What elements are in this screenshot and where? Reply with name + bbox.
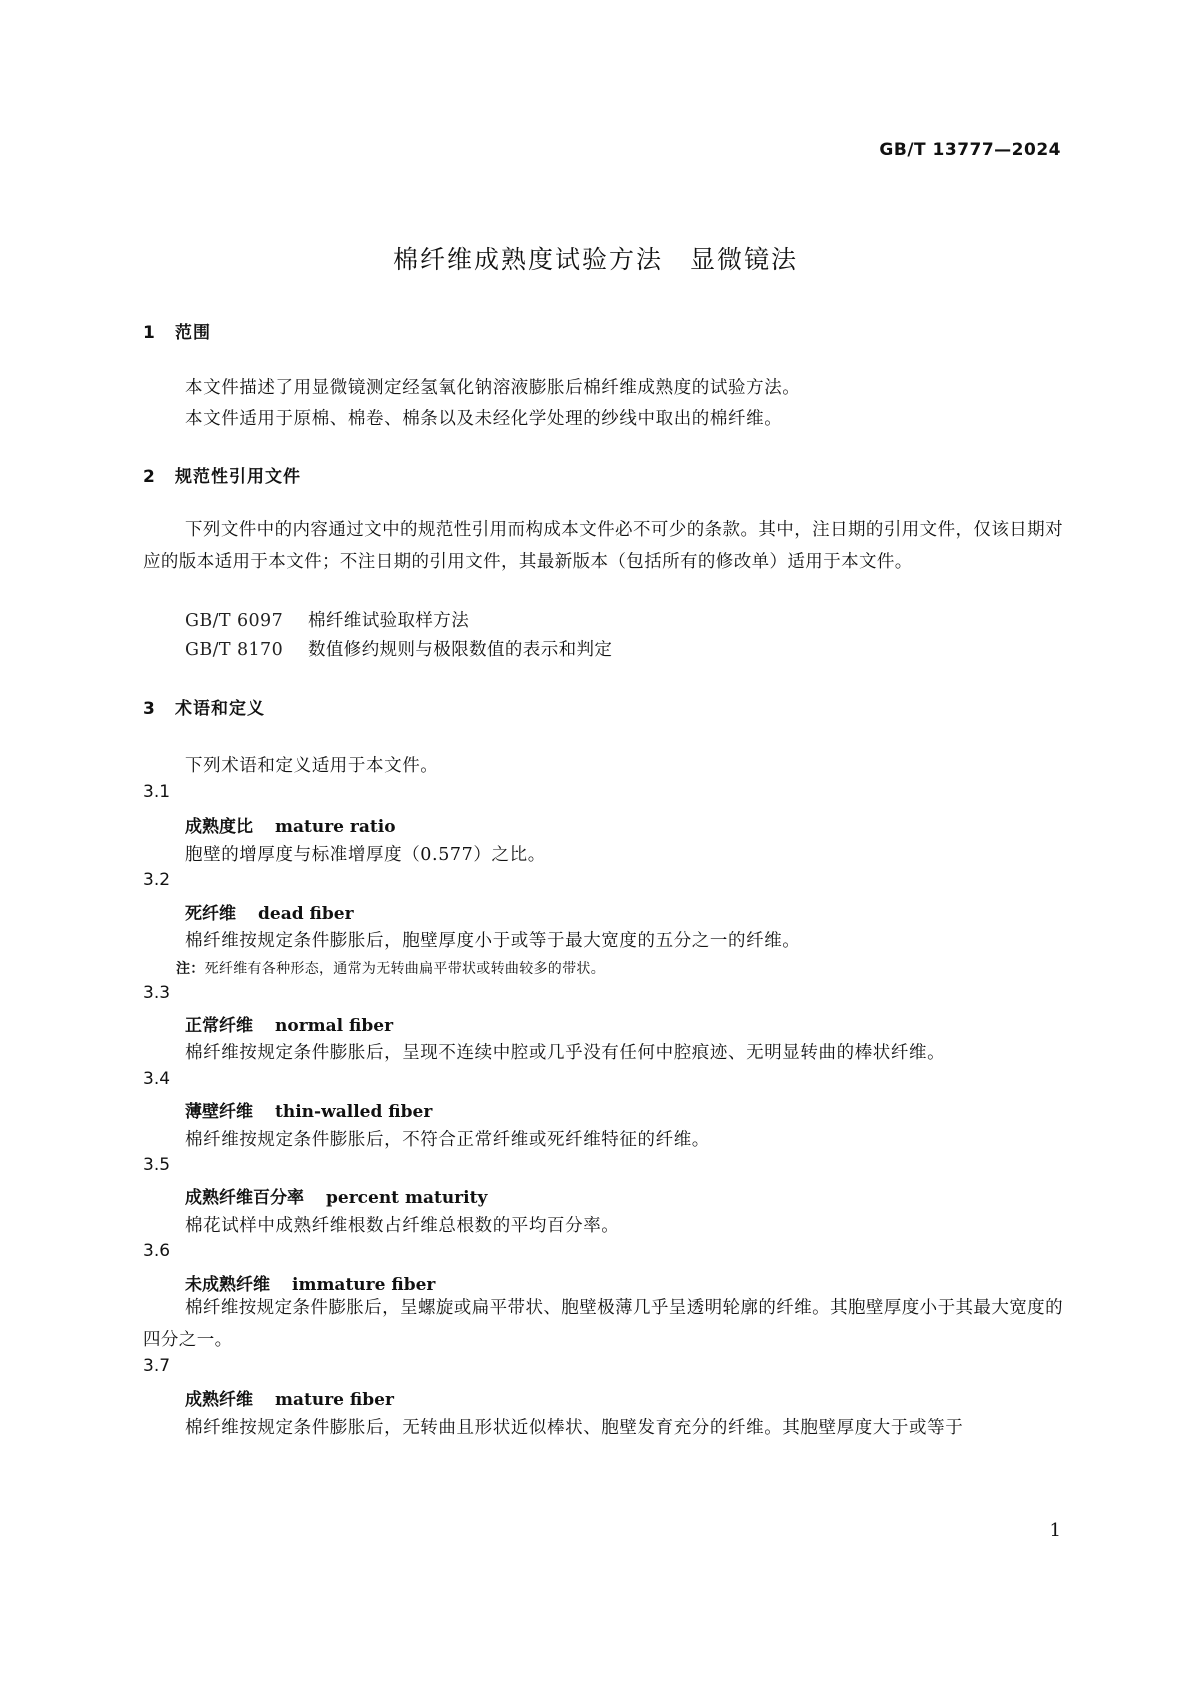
term-en: mature ratio [275, 817, 396, 837]
term-heading [185, 1385, 394, 1410]
term-en: normal fiber [275, 1016, 394, 1036]
term-heading [185, 899, 354, 924]
term-en: dead fiber [258, 904, 354, 924]
term-definition: 棉纤维按规定条件膨胀后，呈现不连续中腔或几乎没有任何中腔痕迹、无明显转曲的棒状纤维。 [185, 1043, 946, 1063]
term-heading [185, 1011, 393, 1036]
term-number: 3.7 [143, 1356, 171, 1376]
section-title: 规范性引用文件 [175, 467, 301, 487]
section-title: 范围 [175, 323, 211, 343]
reference-title: 棉纤维试验取样方法 [308, 611, 470, 631]
reference-code: GB/T 6097 [185, 611, 284, 631]
term-heading [185, 812, 396, 837]
term-definition: 棉纤维按规定条件膨胀后，不符合正常纤维或死纤维特征的纤维。 [185, 1130, 710, 1150]
term-number: 3.2 [143, 870, 171, 890]
term-number: 3.4 [143, 1069, 171, 1089]
page-number: 1 [1049, 1520, 1061, 1541]
document-title: 棉纤维成熟度试验方法 显微镜法 [392, 245, 798, 274]
term-zh: 成熟纤维百分率 [185, 1188, 304, 1208]
term-definition: 棉纤维按规定条件膨胀后，胞壁厚度小于或等于最大宽度的五分之一的纤维。 [185, 931, 801, 951]
term-en: percent maturity [326, 1188, 488, 1208]
note-label: 注： [176, 961, 205, 977]
section-3-intro: 下列术语和定义适用于本文件。 [185, 756, 439, 776]
reference-item [185, 636, 612, 661]
term-heading [185, 1270, 435, 1295]
term-definition: 棉花试样中成熟纤维根数占纤维总根数的平均百分率。 [185, 1216, 620, 1236]
term-en: thin-walled fiber [275, 1102, 433, 1122]
term-zh: 成熟度比 [185, 817, 253, 837]
term-heading [185, 1097, 432, 1122]
paragraph: 本文件描述了用显微镜测定经氢氧化钠溶液膨胀后棉纤维成熟度的试验方法。 [185, 378, 801, 398]
note-text: 死纤维有各种形态，通常为无转曲扁平带状或转曲较多的带状。 [204, 961, 606, 977]
standard-code: GB/T 13777—2024 [879, 140, 1061, 160]
section-number: 3 [143, 699, 156, 719]
term-zh: 死纤维 [185, 904, 236, 924]
section-title: 术语和定义 [175, 699, 265, 719]
reference-code: GB/T 8170 [185, 640, 284, 660]
term-number: 3.5 [143, 1155, 171, 1175]
term-heading [185, 1183, 487, 1208]
term-number: 3.6 [143, 1241, 171, 1261]
section-number: 1 [143, 323, 156, 343]
term-definition: 胞壁的增厚度与标准增厚度（0.577）之比。 [185, 845, 546, 865]
section-1-heading [143, 318, 211, 343]
term-zh: 未成熟纤维 [185, 1275, 270, 1295]
paragraph: 本文件适用于原棉、棉卷、棉条以及未经化学处理的纱线中取出的棉纤维。 [185, 409, 783, 429]
term-en: mature fiber [275, 1390, 394, 1410]
section-3-heading [143, 694, 265, 719]
term-number: 3.3 [143, 983, 171, 1003]
reference-item [185, 607, 469, 632]
term-zh: 正常纤维 [185, 1016, 253, 1036]
term-en: immature fiber [292, 1275, 436, 1295]
term-zh: 成熟纤维 [185, 1390, 253, 1410]
term-definition: 棉纤维按规定条件膨胀后，呈螺旋或扁平带状、胞壁极薄几乎呈透明轮廓的纤维。其胞壁厚度小于其最大宽度的四分之一。 [143, 1298, 1063, 1350]
reference-title: 数值修约规则与极限数值的表示和判定 [308, 640, 613, 660]
section-2-intro: 下列文件中的内容通过文中的规范性引用而构成本文件必不可少的条款。其中，注日期的引用文件，仅该日期对应的版本适用于本文件；不注日期的引用文件，其最新版本（包括所有的修改单）适用于本文件。 [143, 520, 1063, 572]
term-zh: 薄壁纤维 [185, 1102, 253, 1122]
section-2-heading [143, 462, 301, 487]
term-definition: 棉纤维按规定条件膨胀后，无转曲且形状近似棒状、胞壁发育充分的纤维。其胞壁厚度大于或等于 [185, 1418, 964, 1438]
section-number: 2 [143, 467, 156, 487]
term-number: 3.1 [143, 782, 171, 802]
term-note [176, 958, 605, 978]
